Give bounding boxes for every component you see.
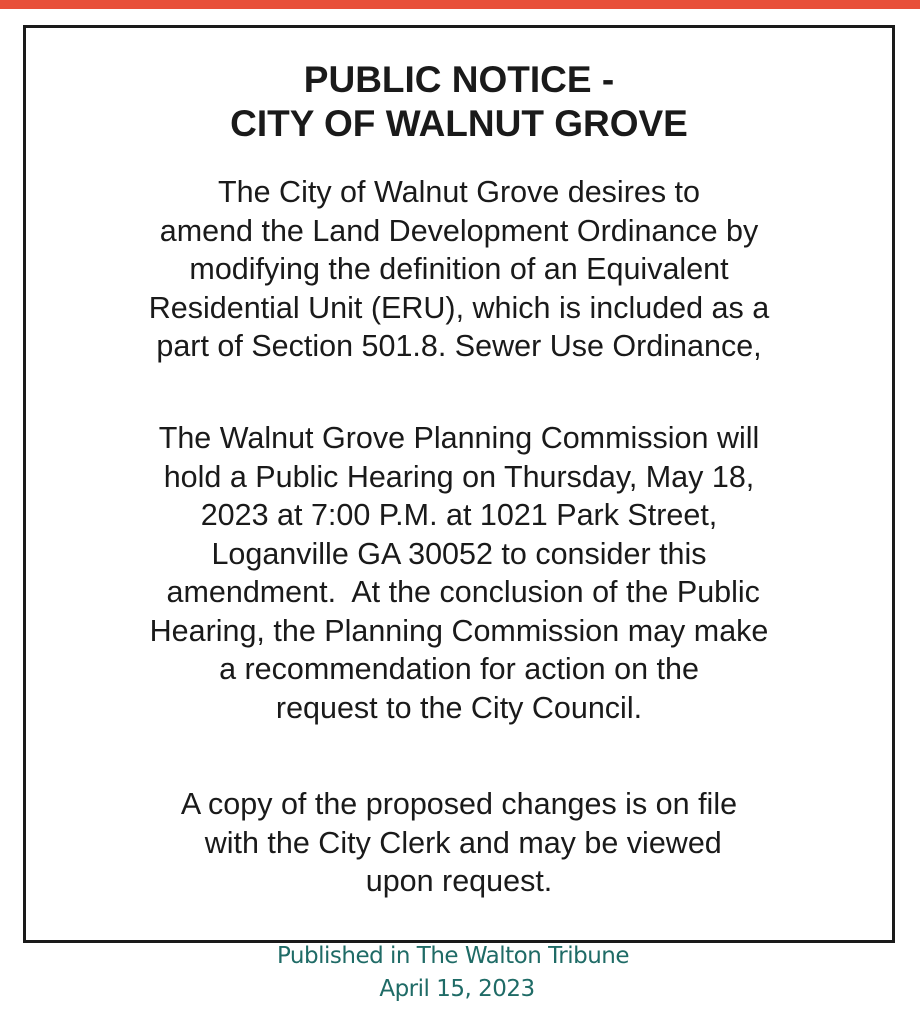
paragraph-line: The Walnut Grove Planning Commission will (158, 421, 760, 455)
paragraph-line: Loganville GA 30052 to consider this (211, 536, 707, 571)
public-notice (23, 25, 895, 943)
paragraph-line: 2023 at 7:00 P.M. at 1021 Park Street, (200, 498, 718, 532)
publication-date: April 15, 2023 (379, 976, 535, 1002)
top-accent-bar (0, 0, 920, 9)
paragraph-line: amend the Land Development Ordinance by (159, 213, 759, 248)
paragraph-line: upon request. (365, 864, 553, 898)
paragraph-line: part of Section 501.8. Sewer Use Ordinance, (156, 329, 762, 363)
paragraph-line: Residential Unit (ERU), which is included as a (148, 290, 770, 325)
paragraph-line: A copy of the proposed changes is on file (180, 787, 738, 821)
paragraph-line: request to the City Council. (275, 690, 643, 725)
publication-name: Published in The Walton Tribune (276, 943, 630, 969)
paragraph-line: hold a Public Hearing on Thursday, May 18, (163, 459, 755, 494)
ordinance-amendment-paragraph (26, 173, 892, 366)
notice-title (26, 58, 892, 146)
public-hearing-paragraph (26, 419, 892, 727)
paragraph-line: with the City Clerk and may be viewed (196, 825, 722, 860)
paragraph-line: modifying the definition of an Equivalent (189, 252, 729, 286)
paragraph-line: a recommendation for action on the (219, 652, 699, 686)
paragraph-line: Hearing, the Planning Commission may make (149, 613, 769, 648)
copy-on-file-paragraph (26, 785, 892, 901)
notice-title-line: PUBLIC NOTICE - (303, 59, 615, 100)
paragraph-line: amendment. At the conclusion of the Public (158, 575, 760, 609)
notice-title-line: CITY OF WALNUT GROVE (230, 103, 688, 144)
publication-footer (0, 940, 920, 1006)
paragraph-line: The City of Walnut Grove desires to (218, 175, 700, 209)
